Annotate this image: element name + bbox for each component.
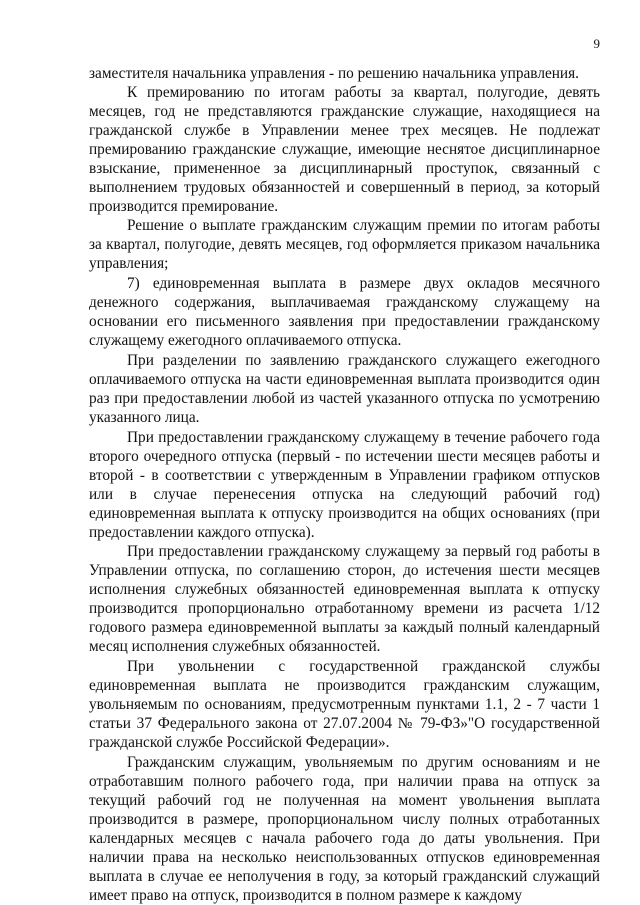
paragraph-continuation: заместителя начальника управления - по решению начальника управления. bbox=[89, 65, 579, 82]
paragraph-second-leave: При предоставлении гражданскому служащему в течение рабочего года второго очередного отпуска (первый - по истечении шести месяцев работы и второй - в соответствии с утвержденным в Управлении графиком отпусков или в случае перенесения отпуска на следующий рабочий год) единовременная выплата к отпуску производится на общих основаниях (при предоставлении каждого отпуска). bbox=[89, 429, 600, 541]
paragraph-item-7: 7) единовременная выплата в размере двух окладов месячного денежного содержания, выплачиваемая гражданскому служащему на основании его письменного заявления при предоставлении гражданскому служащему ежегодного оплачиваемого отпуска. bbox=[89, 275, 600, 349]
paragraph-dismissal: При увольнении с государственной гражданской службы единовременная выплата не производится гражданским служащим, увольняемым по основаниям, предусмотренным пунктами 1.1, 2 - 7 части 1 статьи 37 Федерального закона от 27.07.2004 № 79-ФЗ»"О государственной гражданской службе Российской Федерации». bbox=[89, 658, 600, 751]
page-number: 9 bbox=[593, 36, 600, 51]
paragraph-first-year: При предоставлении гражданскому служащему за первый год работы в Управлении отпуска, по соглашению сторон, до истечения шести месяцев исполнения служебных обязанностей единовременная выплата к отпуску производится пропорционально отработанному времени из расчета 1/12 годового размера единовременной выплаты за каждый полный календарный месяц исполнения служебных обязанностей. bbox=[89, 543, 600, 655]
paragraph-other-dismissal: Гражданским служащим, увольняемым по другим основаниям и не отработавшим полного рабочего года, при наличии права на отпуск за текущий рабочий год не полученная на момент увольнения выплата производится в размере, пропорциональном числу полных отработанных календарных месяцев с начала рабочего года до даты увольнения. При наличии права на несколько неиспользованных отпусков единовременная выплата в случае ее неполучения в году, за который гражданский служащий имеет право на отпуск, производится в полном размере к каждому bbox=[89, 754, 600, 904]
document-body bbox=[89, 64, 600, 905]
paragraph-leave-division: При разделении по заявлению гражданского служащего ежегодного оплачиваемого отпуска на части единовременная выплата производится один раз при предоставлении любой из частей указанного отпуска по усмотрению указанного лица. bbox=[89, 352, 600, 426]
paragraph-bonus-eligibility: К премированию по итогам работы за квартал, полугодие, девять месяцев, год не представляются гражданские служащие, находящиеся на гражданской службе в Управлении менее трех месяцев. Не подлежат премированию гражданские служащие, имеющие неснятое дисциплинарное взыскание, примененное за дисциплинарный проступок, связанный с выполнением трудовых обязанностей и совершенный в период, за который производится премирование. bbox=[89, 84, 600, 215]
paragraph-bonus-decision: Решение о выплате гражданским служащим премии по итогам работы за квартал, полугодие, девять месяцев, год оформляется приказом начальника управления; bbox=[89, 217, 600, 272]
